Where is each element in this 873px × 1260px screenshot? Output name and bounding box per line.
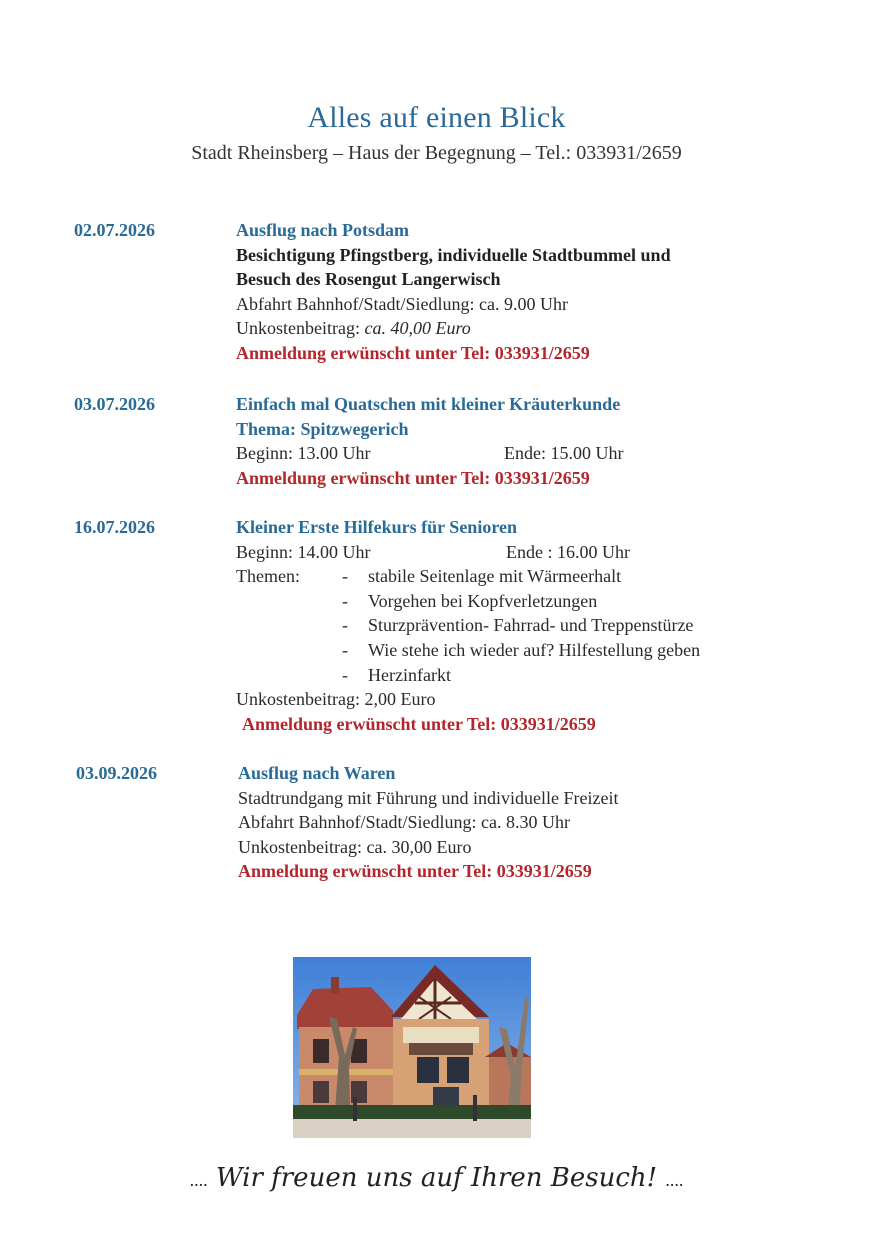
event-title: Einfach mal Quatschen mit kleiner Kräuterkunde	[236, 394, 621, 414]
event-description: Besuch des Rosengut Langerwisch	[236, 269, 501, 290]
event-title: Ausflug nach Potsdam	[236, 220, 410, 240]
event-end: Ende: 15.00 Uhr	[504, 443, 624, 464]
event-date: 16.07.2026	[74, 517, 155, 537]
theme-text: stabile Seitenlage mit Wärmeerhalt	[368, 566, 622, 587]
event-cost	[236, 316, 671, 341]
theme-dash: -	[342, 639, 348, 660]
theme-item	[236, 613, 694, 638]
event-departure: Abfahrt Bahnhof/Stadt/Siedlung: ca. 9.00 Uhr	[236, 293, 568, 314]
theme-text: Wie stehe ich wieder auf? Hilfestellung geben	[368, 639, 701, 660]
event-registration: Anmeldung erwünscht unter Tel: 033931/2659	[242, 713, 596, 734]
event-times	[236, 441, 624, 466]
event-cost: Unkostenbeitrag: ca. 30,00 Euro	[238, 836, 472, 857]
page-title: Alles auf einen Blick	[307, 101, 566, 134]
closing-text: Wir freuen uns auf Ihren Besuch!	[215, 1163, 658, 1193]
event-date: 03.09.2026	[76, 763, 157, 783]
event-registration: Anmeldung erwünscht unter Tel: 033931/2659	[236, 467, 590, 488]
theme-item	[236, 638, 701, 663]
house-illustration	[293, 957, 531, 1138]
page-subtitle: Stadt Rheinsberg – Haus der Begegnung – Tel.: 033931/2659	[191, 142, 682, 164]
event-title: Ausflug nach Waren	[238, 763, 396, 783]
theme-dash: -	[342, 664, 348, 685]
theme-item	[236, 589, 596, 614]
theme-text: Herzinfarkt	[368, 664, 451, 685]
event-cost: Unkostenbeitrag: 2,00 Euro	[236, 689, 436, 710]
theme-dash: -	[342, 615, 348, 636]
closing-line	[0, 1163, 873, 1193]
theme-dash: -	[342, 566, 348, 587]
closing-dots-left: ....	[189, 1170, 208, 1190]
theme-dash: -	[342, 590, 348, 611]
theme-item	[236, 663, 596, 688]
themes-label: Themen:	[236, 566, 300, 587]
theme-text: Sturzprävention- Fahrrad- und Treppenstürze	[368, 615, 694, 636]
house-photo	[293, 957, 531, 1138]
event-description: Besichtigung Pfingstberg, individuelle Stadtbummel und	[236, 244, 671, 265]
event-end: Ende : 16.00 Uhr	[506, 541, 630, 562]
event-begin: Beginn: 13.00 Uhr	[236, 443, 371, 464]
theme-text: Vorgehen bei Kopfverletzungen	[368, 590, 598, 611]
event-subtitle: Thema: Spitzwegerich	[236, 418, 409, 439]
event-begin: Beginn: 14.00 Uhr	[236, 541, 371, 562]
event-description: Stadtrundgang mit Führung und individuelle Freizeit	[238, 787, 619, 808]
event-registration: Anmeldung erwünscht unter Tel: 033931/2659	[236, 342, 590, 363]
event-times	[236, 540, 630, 565]
event-registration: Anmeldung erwünscht unter Tel: 033931/2659	[238, 861, 592, 882]
event-title: Kleiner Erste Hilfekurs für Senioren	[236, 517, 517, 537]
event-departure: Abfahrt Bahnhof/Stadt/Siedlung: ca. 8.30 Uhr	[238, 812, 570, 833]
theme-item	[236, 564, 622, 589]
event-date: 03.07.2026	[74, 394, 155, 414]
closing-dots-right: ....	[665, 1170, 684, 1190]
cost-value: ca. 40,00 Euro	[364, 318, 471, 339]
event-date: 02.07.2026	[74, 220, 155, 240]
cost-label: Unkostenbeitrag:	[236, 318, 360, 339]
